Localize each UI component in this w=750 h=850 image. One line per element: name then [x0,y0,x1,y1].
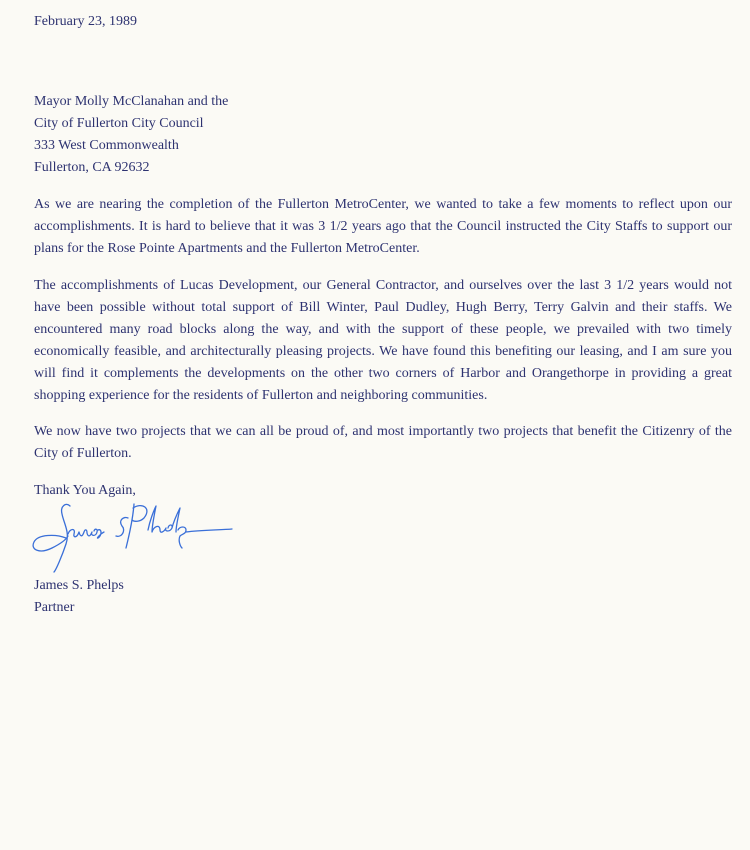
signer-name: James S. Phelps [34,578,124,593]
body-paragraph: The accomplishments of Lucas Development, our General Contractor, and ourselves over the last 3 1/2 years would not have been possible without total support of Bill Winter, Paul Dudley, Hugh Berry, Terry Galvin and their staffs. We encountered many road blocks along the way, and with the support of these people, we prevailed with two timely economically feasible, and architecturally pleasing projects. We have found this benefiting our leasing, and I am sure you will find it complements the developments on the other two corners of Harbor and Orangethorpe in providing a great shopping experience for the residents of Fullerton and neighboring communities. [34,278,732,403]
handwritten-signature [30,500,240,576]
closing-line: Thank You Again, [34,483,136,498]
recipient-line: Fullerton, CA 92632 [34,160,150,175]
signer-title: Partner [34,600,75,615]
body-paragraph: As we are nearing the completion of the Fullerton MetroCenter, we wanted to take a few moments to reflect upon our accomplishments. It is hard to believe that it was 3 1/2 years ago that the Council instructed the City Staffs to support our plans for the Rose Pointe Apartments and the Fullerton MetroCenter. [34,197,732,256]
recipient-address [34,91,228,179]
body-paragraph: We now have two projects that we can all be proud of, and most importantly two projects that benefit the Citizenry of the City of Fullerton. [34,424,732,461]
letter-date: February 23, 1989 [34,14,138,29]
recipient-line: Mayor Molly McClanahan and the [34,94,229,109]
recipient-line: City of Fullerton City Council [34,116,204,131]
recipient-line: 333 West Commonwealth [34,138,179,153]
